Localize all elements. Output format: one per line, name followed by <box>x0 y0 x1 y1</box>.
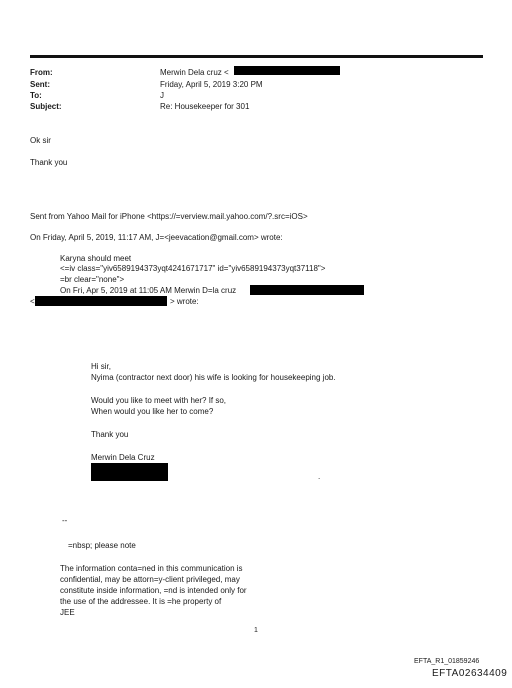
reply-line-1: Ok sir <box>30 136 51 145</box>
redaction-quote1-email <box>250 285 364 295</box>
quote1-line-3: =br clear="none"> <box>60 275 125 284</box>
dashes: -- <box>62 516 68 525</box>
from-label: From: <box>30 68 53 77</box>
bates-stamp-1: EFTA_R1_01859246 <box>414 658 480 665</box>
quote2-body: Nyima (contractor next door) his wife is looking for housekeeping job. <box>91 373 336 382</box>
quote2-thanks: Thank you <box>91 430 129 439</box>
stray-dot: . <box>318 472 321 481</box>
mobile-signature: Sent from Yahoo Mail for iPhone <https://=verview.mail.yahoo.com/?.src=iOS> <box>30 212 308 221</box>
quote1-line-2: <=iv class="yiv6589194373yqt4241671717" id="yiv6589194373yqt37118"> <box>60 264 326 273</box>
confidentiality-line-2: confidential, may be attorn=y-client privileged, may <box>60 575 240 584</box>
reply-line-2: Thank you <box>30 158 68 167</box>
confidentiality-line-4: the use of the addressee. It is =he property of <box>60 597 222 606</box>
page-number: 1 <box>254 627 258 634</box>
to-value: J <box>160 91 164 100</box>
quote1-attribution: On Friday, April 5, 2019, 11:17 AM, J=<jeevacation@gmail.com> wrote: <box>30 233 283 242</box>
header-rule <box>30 55 483 58</box>
confidentiality-line-5: JEE <box>60 608 75 617</box>
quote1-line-5-prefix: < <box>30 297 35 306</box>
quote2-greeting: Hi sir, <box>91 362 111 371</box>
nbsp-note: =nbsp; please note <box>68 541 136 550</box>
quote1-line-5-suffix: > wrote: <box>170 297 199 306</box>
redaction-from-email <box>234 66 340 75</box>
quote1-line-1: Karyna should meet <box>60 254 132 263</box>
redaction-quote1-email-2 <box>35 296 167 306</box>
to-label: To: <box>30 91 42 100</box>
sent-value: Friday, April 5, 2019 3:20 PM <box>160 80 263 89</box>
sent-label: Sent: <box>30 80 50 89</box>
confidentiality-line-1: The information conta=ned in this communication is <box>60 564 243 573</box>
quote1-line-4: On Fri, Apr 5, 2019 at 11:05 AM Merwin D=la cruz <box>60 286 237 295</box>
subject-value: Re: Housekeeper for 301 <box>160 102 250 111</box>
from-value: Merwin Dela cruz < <box>160 68 229 77</box>
quote2-name: Merwin Dela Cruz <box>91 453 155 462</box>
confidentiality-line-3: constitute inside information, =nd is intended only for <box>60 586 247 595</box>
quote2-question-2: When would you like her to come? <box>91 407 214 416</box>
redaction-signature-block <box>91 463 168 481</box>
bates-stamp-2: EFTA02634409 <box>432 668 508 679</box>
subject-label: Subject: <box>30 102 62 111</box>
quote2-question-1: Would you like to meet with her? If so, <box>91 396 227 405</box>
